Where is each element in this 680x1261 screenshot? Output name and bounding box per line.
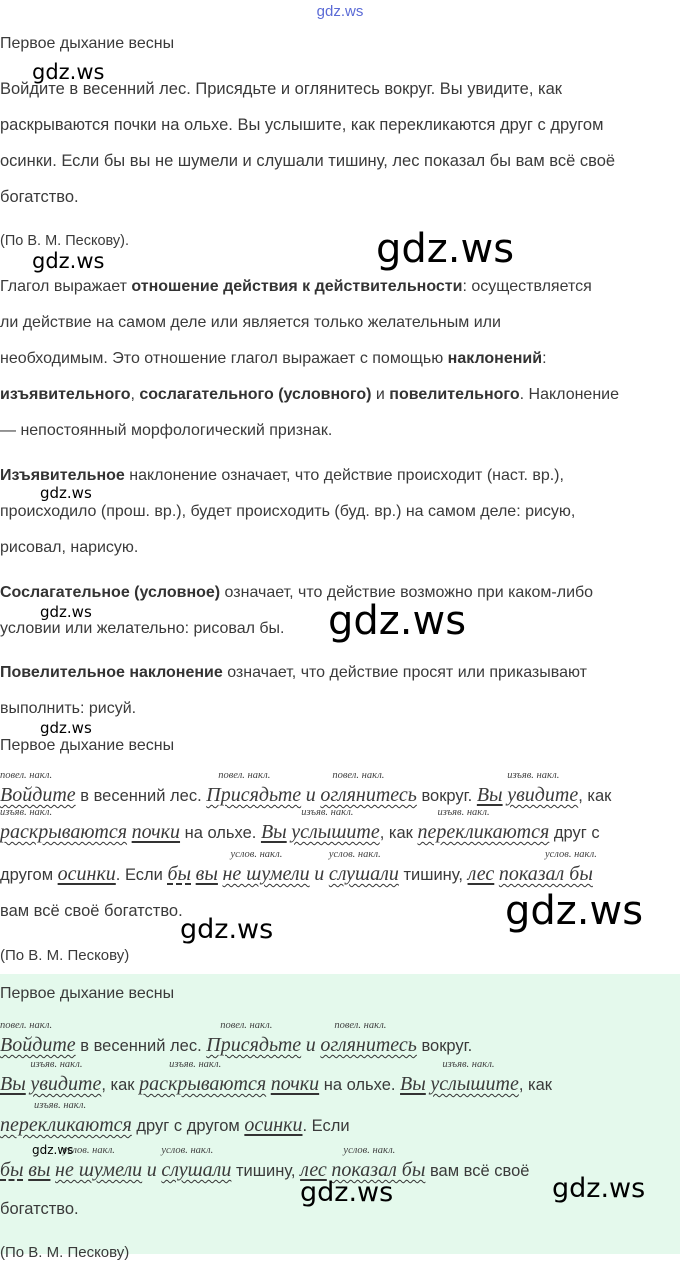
- theory-p2-line1: Изъявительное наклонение означает, что действие происходит (наст. вр.),: [0, 467, 564, 484]
- theory-p3-line2: условии или желательно: рисовал бы.: [0, 620, 285, 637]
- conj3-i: и: [305, 1034, 316, 1056]
- watermark: gdz.ws: [376, 226, 515, 272]
- section2-line-1: повел. накл. Войдите в весенний лес. повел. накл. Присядьте и повел. накл. оглянитесь вокруг. Вы изъяв. накл. увидите, как: [0, 770, 612, 806]
- term-relation: отношение действия к действительности: [131, 278, 463, 295]
- verb3-slushali: услов. накл. слушали: [161, 1145, 232, 1181]
- theory-p4-line2: выполнить: рисуй.: [0, 700, 137, 717]
- verb3-ne-shumeli: услов. накл. не шумели: [55, 1145, 143, 1181]
- particle-by: бы: [167, 863, 192, 885]
- section3-line-1: повел. накл. Войдите в весенний лес. повел. накл. Присядьте и повел. накл. оглянитесь вокруг.: [0, 1020, 473, 1056]
- verb3-oglyanites: повел. накл. оглянитесь: [320, 1020, 417, 1056]
- verb3-pokazal-by: услов. накл. показал бы: [331, 1145, 426, 1181]
- theory-p2-line2: происходило (прош. вр.), будет происходить (буд. вр.) на самом деле: рисую,: [0, 503, 576, 520]
- theory-p1-line1: Глагол выражает отношение действия к действительности: осуществляется: [0, 278, 592, 295]
- verb3-raskryvayutsya: изъяв. накл. раскрываются: [139, 1059, 267, 1095]
- verb-prisyadte: повел. накл. Присядьте: [206, 770, 302, 806]
- subj-les: лес: [467, 863, 495, 885]
- section3-title: Первое дыхание весны: [0, 985, 175, 1002]
- subj3-les: лес: [300, 1159, 327, 1181]
- section2-line-4: вам всё своё богатство.: [0, 902, 183, 920]
- verb-slushali: услов. накл. слушали: [328, 849, 399, 885]
- theory-p2-line3: рисовал, нарисую.: [0, 539, 139, 556]
- section1-title: Первое дыхание весны: [0, 35, 175, 52]
- theory-p1-line2: ли действие на самом деле или является только желательным или: [0, 314, 501, 331]
- verb-voydite: повел. накл. Войдите: [0, 770, 76, 806]
- section3-source: (По В. М. Пескову): [0, 1244, 130, 1261]
- term-imperative-2: Повелительное наклонение: [0, 664, 223, 681]
- verb-uslyshite: изъяв. накл. услышите: [291, 807, 380, 843]
- watermark: gdz.ws: [40, 603, 92, 621]
- section3-line-2: Вы изъяв. накл. увидите, как изъяв. накл. раскрываются почки на ольхе. Вы изъяв. накл. услышите, как: [0, 1059, 552, 1095]
- term-indicative: изъявительного: [0, 386, 131, 403]
- verb3-uvidite: изъяв. накл. увидите: [30, 1059, 102, 1095]
- watermark: gdz.ws: [328, 598, 467, 644]
- subj-vy: Вы: [476, 784, 503, 806]
- conj3-i-2: и: [146, 1159, 157, 1181]
- verb3-uslyshite: изъяв. накл. услышите: [430, 1059, 519, 1095]
- watermark-top: gdz.ws: [316, 3, 364, 20]
- subj3-osinki: осинки: [244, 1114, 303, 1136]
- watermark: gdz.ws: [32, 1143, 74, 1157]
- term-indicative-2: Изъявительное: [0, 467, 125, 484]
- subj-osinki: осинки: [57, 863, 116, 885]
- subj-vy-3: вы: [195, 863, 218, 885]
- theory-p1-line5: — непостоянный морфологический признак.: [0, 422, 333, 439]
- verb3-perekl: изъяв. накл. перекликаются: [0, 1100, 132, 1136]
- theory-p1-line3: необходимым. Это отношение глагол выражает с помощью наклонений:: [0, 350, 547, 367]
- section1-line-4: богатство.: [0, 188, 79, 206]
- theory-p3-line1: Сослагательное (условное) означает, что действие возможно при каком-либо: [0, 584, 594, 601]
- verb-ne-shumeli: услов. накл. не шумели: [222, 849, 310, 885]
- conj-i-2: и: [314, 863, 325, 885]
- section2-line-2: изъяв. накл. раскрываются почки на ольхе. Вы изъяв. накл. услышите, как изъяв. накл. перекликаются друг с: [0, 807, 600, 843]
- subj3-vy-3: вы: [28, 1159, 51, 1181]
- verb-uvidite: изъяв. накл. увидите: [507, 770, 579, 806]
- term-imperative: повелительного: [389, 386, 520, 403]
- watermark: gdz.ws: [505, 888, 644, 934]
- subj3-vy: Вы: [0, 1073, 26, 1095]
- theory-p4-line1: Повелительное наклонение означает, что действие просят или приказывают: [0, 664, 587, 681]
- watermark: gdz.ws: [32, 60, 105, 84]
- watermark: gdz.ws: [32, 249, 105, 273]
- section3-line-3: изъяв. накл. перекликаются друг с другом осинки. Если: [0, 1100, 350, 1136]
- section1-line-3: осинки. Если бы вы не шумели и слушали тишину, лес показал бы вам всё своё: [0, 152, 616, 170]
- watermark: gdz.ws: [40, 719, 92, 737]
- term-moods: наклонений: [447, 350, 543, 367]
- verb-oglyanites: повел. накл. оглянитесь: [320, 770, 417, 806]
- verb-pokazal-by: услов. накл. показал бы: [498, 849, 597, 885]
- subj3-vy-2: Вы: [400, 1073, 426, 1095]
- section2-source: (По В. М. Пескову): [0, 947, 130, 964]
- subj-vy-2: Вы: [260, 821, 287, 843]
- section3-line-4: бы вы услов. накл. не шумели и услов. накл. слушали тишину, лес услов. накл. показал бы вам всё своё: [0, 1145, 530, 1181]
- verb-raskryvayutsya: изъяв. накл. раскрываются: [0, 807, 128, 843]
- section3-line-5: богатство.: [0, 1200, 79, 1218]
- particle3-by: бы: [0, 1159, 24, 1181]
- section1-source: (По В. М. Пескову).: [0, 233, 130, 249]
- verb3-prisyadte: повел. накл. Присядьте: [206, 1020, 302, 1056]
- section2-line-3: другом осинки. Если бы вы услов. накл. не шумели и услов. накл. слушали тишину, лес услов. накл. показал бы: [0, 849, 597, 885]
- watermark: gdz.ws: [552, 1173, 646, 1204]
- watermark: gdz.ws: [40, 484, 92, 502]
- subj-pochki: почки: [131, 821, 181, 843]
- verb3-voydite: повел. накл. Войдите: [0, 1020, 76, 1056]
- subj3-pochki: почки: [270, 1073, 320, 1095]
- section2-title: Первое дыхание весны: [0, 737, 175, 754]
- term-conditional-2: Сослагательное (условное): [0, 584, 221, 601]
- verb-perekl: изъяв. накл. перекликаются: [417, 807, 550, 843]
- section1-line-1: Войдите в весенний лес. Присядьте и оглянитесь вокруг. Вы увидите, как: [0, 80, 562, 98]
- conj-i: и: [305, 784, 316, 806]
- watermark: gdz.ws: [180, 914, 274, 945]
- section1-line-2: раскрываются почки на ольхе. Вы услышите, как перекликаются друг с другом: [0, 116, 604, 134]
- term-conditional: сослагательного (условного): [139, 386, 372, 403]
- watermark: gdz.ws: [300, 1177, 394, 1208]
- theory-p1-line4: изъявительного, сослагательного (условного) и повелительного. Наклонение: [0, 386, 619, 403]
